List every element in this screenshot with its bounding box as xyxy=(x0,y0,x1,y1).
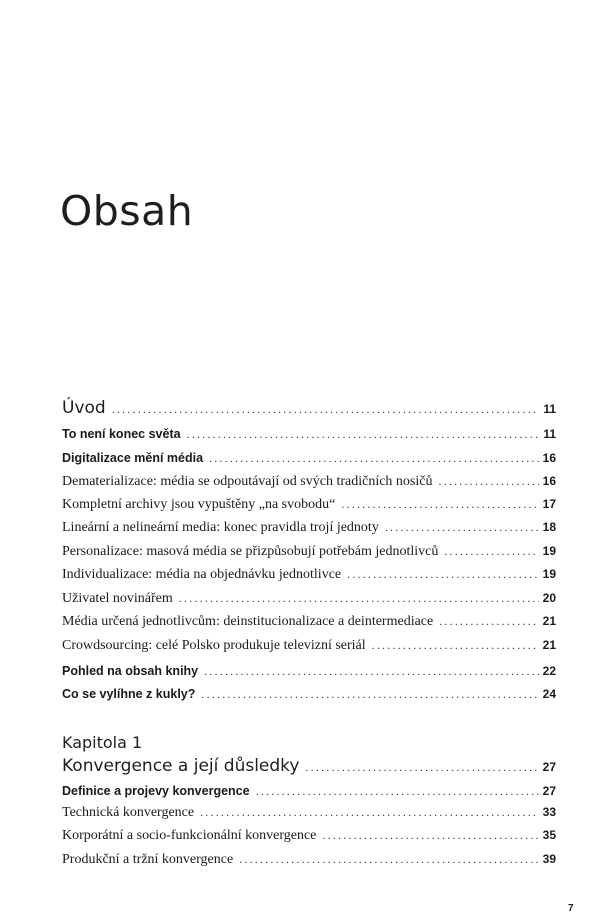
dot-leader xyxy=(347,567,539,582)
dot-leader xyxy=(439,614,538,629)
toc-entry-page: 16 xyxy=(542,451,556,465)
toc-entry-label: Kompletní archivy jsou vypuštěny „na svobodu“ xyxy=(62,497,336,512)
dot-leader xyxy=(201,687,538,702)
toc-entry-chapter-title xyxy=(62,756,556,776)
toc-entry-label: Lineární a nelineární media: konec pravidla trojí jednoty xyxy=(62,520,379,535)
toc-entry-page: 22 xyxy=(542,664,556,678)
toc-entry xyxy=(62,828,556,844)
toc-entry-label: Produkční a tržní konvergence xyxy=(62,852,234,867)
toc-entry-page: 39 xyxy=(542,852,556,866)
toc-entry xyxy=(62,567,556,583)
toc-entry-page: 19 xyxy=(542,544,556,558)
toc-entry-page: 20 xyxy=(542,591,556,605)
dot-leader xyxy=(385,520,539,535)
toc-entry xyxy=(62,451,556,466)
toc-entry-page: 11 xyxy=(543,402,556,416)
dot-leader xyxy=(204,664,539,679)
page-title: Obsah xyxy=(60,187,194,236)
toc-entry xyxy=(62,664,556,679)
toc-entry-page: 33 xyxy=(542,805,556,819)
toc-entry-page: 27 xyxy=(542,784,556,798)
dot-leader xyxy=(372,638,539,653)
toc-entry-label: To není konec světa xyxy=(62,427,181,441)
toc-entry xyxy=(62,544,556,560)
toc-entry-label: Úvod xyxy=(62,398,106,418)
toc-entry-page: 11 xyxy=(543,427,556,441)
toc-entry xyxy=(62,638,556,654)
toc-entry-page: 27 xyxy=(542,760,556,774)
chapter-label: Kapitola 1 xyxy=(62,733,143,752)
dot-leader xyxy=(256,784,539,799)
toc-entry xyxy=(62,805,556,821)
toc-entry-label: Definice a projevy konvergence xyxy=(62,784,250,798)
toc-entry-uvod xyxy=(62,398,556,418)
toc-entry-label: Pohled na obsah knihy xyxy=(62,664,199,678)
toc-entry-label: Korporátní a socio-funkcionální konvergence xyxy=(62,828,317,843)
dot-leader xyxy=(179,591,539,606)
toc-entry xyxy=(62,687,556,702)
toc-entry xyxy=(62,520,556,536)
toc-entry-page: 18 xyxy=(542,520,556,534)
toc-entry-label: Crowdsourcing: celé Polsko produkuje televizní seriál xyxy=(62,638,366,653)
page-number: 7 xyxy=(568,903,574,914)
toc-entry-page: 21 xyxy=(542,638,556,652)
toc-entry xyxy=(62,474,556,490)
dot-leader xyxy=(112,402,540,417)
toc-entry xyxy=(62,427,556,442)
toc-entry xyxy=(62,497,556,513)
dot-leader xyxy=(239,852,538,867)
toc-entry xyxy=(62,784,556,799)
toc-entry-label: Konvergence a její důsledky xyxy=(62,756,300,776)
dot-leader xyxy=(187,427,540,442)
dot-leader xyxy=(200,805,539,820)
toc-entry-page: 21 xyxy=(542,614,556,628)
toc-entry-label: Digitalizace mění média xyxy=(62,451,204,465)
dot-leader xyxy=(438,474,538,489)
dot-leader xyxy=(305,760,538,775)
toc-entry-page: 35 xyxy=(542,828,556,842)
toc-entry-label: Média určená jednotlivcům: deinstitucionalizace a deintermediace xyxy=(62,614,434,629)
dot-leader xyxy=(209,451,539,466)
toc-entry xyxy=(62,852,556,868)
toc-entry-label: Individualizace: média na objednávku jednotlivce xyxy=(62,567,342,582)
toc-entry-page: 24 xyxy=(542,687,556,701)
toc-entry-label: Personalizace: masová média se přizpůsobují potřebám jednotlivců xyxy=(62,544,439,559)
toc-entry-label: Dematerializace: média se odpoutávají od svých tradičních nosičů xyxy=(62,474,433,489)
toc-entry xyxy=(62,591,556,607)
dot-leader xyxy=(341,497,538,512)
toc-entry-page: 16 xyxy=(542,474,556,488)
toc-entry-label: Uživatel novinářem xyxy=(62,591,173,606)
toc-entry-page: 17 xyxy=(542,497,556,511)
toc-entry-label: Co se vylíhne z kukly? xyxy=(62,687,196,701)
toc-entry-page: 19 xyxy=(542,567,556,581)
toc-entry xyxy=(62,614,556,630)
dot-leader xyxy=(444,544,538,559)
toc-entry-label: Technická konvergence xyxy=(62,805,195,820)
dot-leader xyxy=(322,828,538,843)
